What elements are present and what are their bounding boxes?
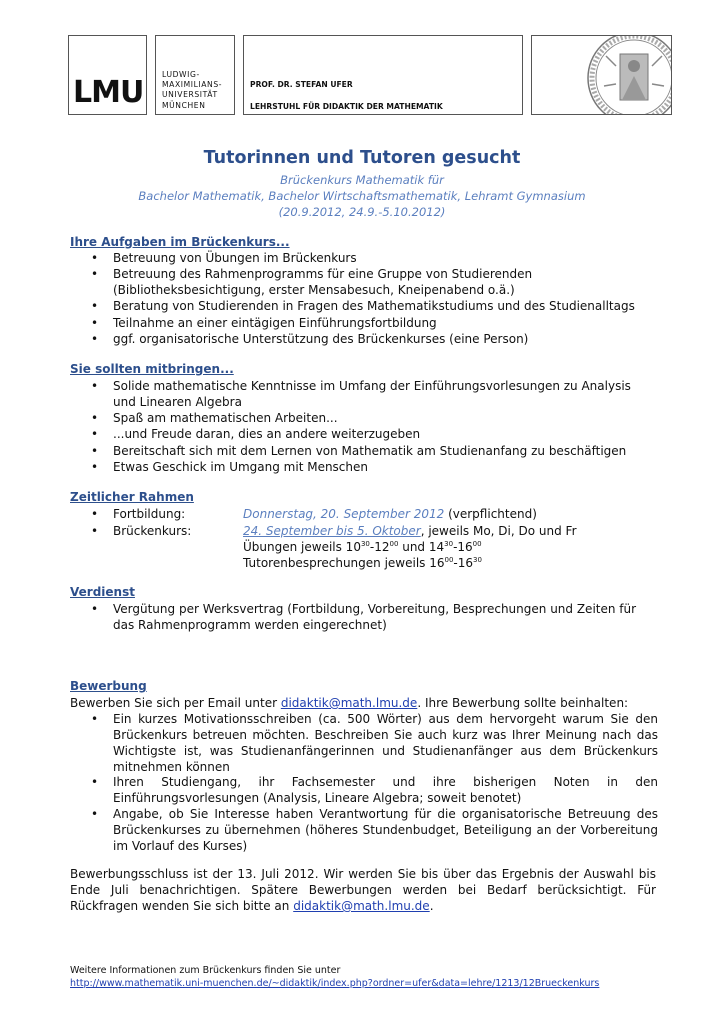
bullet: • — [91, 524, 99, 538]
chair-name: LEHRSTUHL FÜR DIDAKTIK DER MATHEMATIK — [250, 102, 443, 111]
pay-heading: Verdienst — [70, 585, 135, 599]
lmu-logo: LMU — [73, 75, 144, 110]
course-days: , jeweils Mo, Di, Do und Fr — [420, 524, 577, 538]
university-seal-box — [531, 35, 672, 115]
deadline-line-3: Rückfragen wenden Sie sich bitte an didaktik@math.lmu.de. — [70, 899, 434, 913]
bullet: • — [91, 507, 99, 521]
requirement-item: Etwas Geschick im Umgang mit Menschen — [113, 460, 368, 474]
chair-box — [243, 35, 523, 115]
bullet: • — [91, 332, 99, 346]
university-seal-icon — [586, 36, 672, 115]
professor-name: PROF. DR. STEFAN UFER — [250, 80, 353, 89]
email-link[interactable]: didaktik@math.lmu.de — [293, 899, 430, 913]
bullet: • — [91, 460, 99, 474]
course-dates: 24. September bis 5. Oktober — [243, 524, 421, 538]
course-label: Brückenkurs: — [113, 524, 192, 538]
page-title: Tutorinnen und Tutoren gesucht — [203, 148, 521, 168]
application-item-1-line-3: Wichtigste ist, was Studienanfängerinnen und Studienanfänger aus dem Brückenkurs — [113, 744, 658, 758]
bullet: • — [91, 602, 99, 616]
application-item-2-line-2: Einführungsvorlesungen (Analysis, Lineare Algebra; soweit benotet) — [113, 791, 522, 805]
university-name-box — [155, 35, 235, 115]
email-link[interactable]: didaktik@math.lmu.de — [280, 696, 418, 710]
bullet: • — [91, 251, 99, 265]
subtitle-line-2: Bachelor Mathematik, Bachelor Wirtschaftsmathematik, Lehramt Gymnasium — [138, 189, 586, 203]
application-item-1-line-2: Brückenkurs betreuen möchten. Beschreiben Sie auch kurz was Ihrer Meinung nach das — [113, 728, 658, 742]
bullet: • — [91, 807, 99, 821]
exercise-times: Übungen jeweils $10^{30}-12^{00}$ und $14^{30}-16^{00}$ — [243, 540, 482, 554]
bullet: • — [91, 444, 99, 458]
footer-url-link[interactable]: http://www.mathematik.uni-muenchen.de/~didaktik/index.php?ordner=ufer&data=lehre/1213/12Brueckenkurs — [70, 978, 600, 989]
pay-text-line-2: das Rahmenprogramm werden eingerechnet) — [113, 618, 387, 632]
task-item: Betreuung des Rahmenprogramms für eine Gruppe von Studierenden — [113, 267, 533, 281]
application-item-3-line-1: Angabe, ob Sie Interesse haben Verantwortung für die organisatorische Betreuung des — [113, 807, 658, 821]
requirement-item: ...und Freude daran, dies an andere weiterzugeben — [113, 427, 421, 441]
training-label: Fortbildung: — [113, 507, 186, 521]
footer-info: Weitere Informationen zum Brückenkurs finden Sie unter — [70, 965, 341, 976]
application-item-3-line-2: Brückenkurses zu übernehmen (höheres Stundenbudget, Beteiligung an der Vorbereitung — [113, 823, 658, 837]
task-item-continuation: (Bibliotheksbesichtigung, erster Mensabesuch, Kneipenabend o.ä.) — [113, 283, 515, 297]
application-item-3-line-3: im Vorlauf des Kurses) — [113, 839, 248, 853]
requirement-item: Spaß am mathematischen Arbeiten... — [113, 411, 338, 425]
bullet: • — [91, 299, 99, 313]
pay-text-line-1: Vergütung per Werksvertrag (Fortbildung, Vorbereitung, Besprechungen und Zeiten für — [113, 602, 637, 616]
application-item-1-line-4: mitnehmen können — [113, 760, 230, 774]
tasks-heading: Ihre Aufgaben im Brückenkurs... — [70, 235, 290, 249]
schedule-heading: Zeitlicher Rahmen — [70, 490, 194, 504]
bullet: • — [91, 427, 99, 441]
application-item-1-line-1: Ein kurzes Motivationsschreiben (ca. 500 Wörter) aus dem hervorgeht warum Sie den — [113, 712, 658, 726]
subtitle-line-1: Brückenkurs Mathematik für — [280, 173, 444, 187]
deadline-line-1: Bewerbungsschluss ist der 13. Juli 2012. Wir werden Sie bis über das Ergebnis der Auswahl bis — [70, 867, 656, 881]
training-row — [243, 506, 537, 522]
bullet: • — [91, 316, 99, 330]
training-date: Donnerstag, 20. September 2012 — [243, 507, 445, 521]
bullet: • — [91, 712, 99, 726]
lmu-logo-box — [68, 35, 147, 115]
training-note: (verpflichtend) — [448, 507, 537, 521]
meeting-times: Tutorenbesprechungen jeweils $16^{00}-16^{30}$ — [243, 556, 482, 570]
subtitle-line-3: (20.9.2012, 24.9.-5.10.2012) — [278, 205, 446, 219]
application-intro: Bewerben Sie sich per Email unter didaktik@math.lmu.de. Ihre Bewerbung sollte beinhalten: — [70, 696, 629, 710]
course-row — [243, 523, 577, 539]
requirement-item-continuation: und Linearen Algebra — [113, 395, 242, 409]
bullet: • — [91, 267, 99, 281]
task-item: Teilnahme an einer eintägigen Einführungsfortbildung — [113, 316, 437, 330]
requirement-item: Bereitschaft sich mit dem Lernen von Mathematik am Studienanfang zu beschäftigen — [113, 444, 627, 458]
university-name: LUDWIG- MAXIMILIANS- UNIVERSITÄT MÜNCHEN — [162, 70, 223, 110]
application-item-2-line-1: Ihren Studiengang, ihr Fachsemester und ihre bisherigen Noten in den — [113, 775, 658, 789]
deadline-line-2: Ende Juli benachrichtigen. Spätere Bewerbungen werden bei Bedarf berücksichtigt. Für — [70, 883, 656, 897]
requirements-heading: Sie sollten mitbringen... — [70, 362, 234, 376]
application-heading: Bewerbung — [70, 679, 147, 693]
bullet: • — [91, 411, 99, 425]
bullet: • — [91, 379, 99, 393]
bullet: • — [91, 775, 99, 789]
requirement-item: Solide mathematische Kenntnisse im Umfang der Einführungsvorlesungen zu Analysis — [113, 379, 631, 393]
task-item: Betreuung von Übungen im Brückenkurs — [113, 251, 357, 265]
task-item: Beratung von Studierenden in Fragen des Mathematikstudiums und des Studienalltags — [113, 299, 635, 313]
task-item: ggf. organisatorische Unterstützung des Brückenkurses (eine Person) — [113, 332, 529, 346]
